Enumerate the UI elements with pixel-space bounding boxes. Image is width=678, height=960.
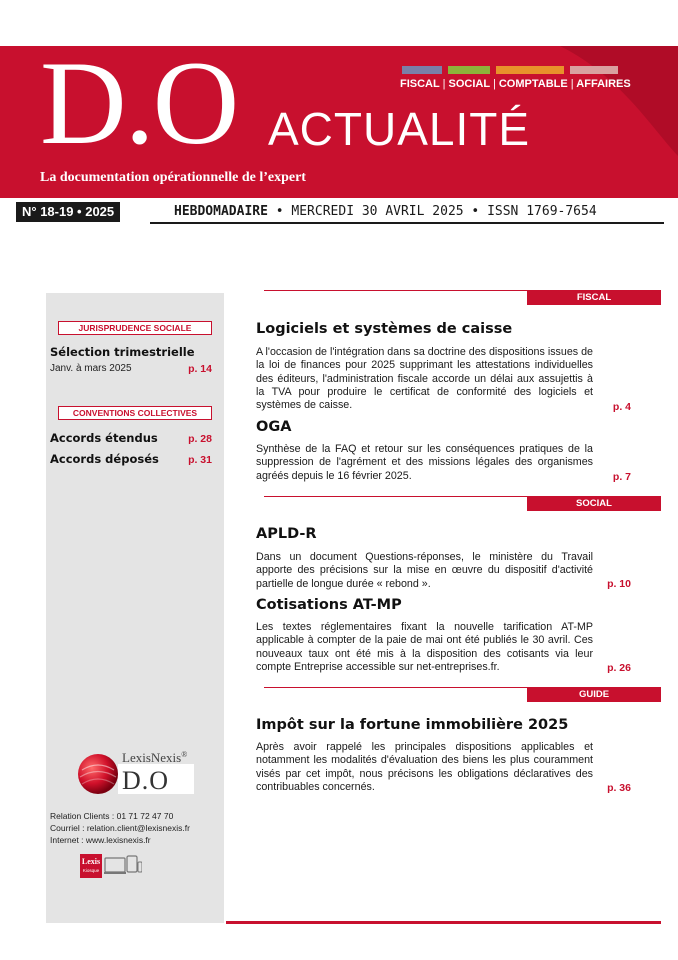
logo-actualite: ACTUALITÉ	[268, 103, 531, 155]
category-color-bars	[402, 66, 618, 74]
category-bar-social	[448, 66, 490, 74]
kiosque-logo	[80, 854, 102, 878]
contact-website[interactable]: Internet : www.lexisnexis.fr	[50, 835, 151, 845]
sidebar-item-page[interactable]: p. 14	[188, 363, 212, 375]
article-page[interactable]: p. 10	[607, 578, 631, 590]
kiosque-brand: Lexis	[81, 857, 101, 866]
article-title[interactable]: Cotisations AT-MP	[256, 597, 402, 613]
category-affaires: AFFAIRES	[576, 78, 631, 90]
publisher-name-text: LexisNexis	[122, 750, 182, 765]
article-body: Dans un document Questions-réponses, le ministère du Travail apporte des précisions sur la mise en œuvre du dispositif d'activité partielle de longue durée « rebond ».	[256, 551, 593, 590]
lexisnexis-sphere-icon	[76, 752, 120, 796]
category-sep: |	[442, 78, 446, 90]
lexis-kiosque-badge[interactable]	[80, 854, 142, 878]
contact-phone: Relation Clients : 01 71 72 47 70	[50, 811, 174, 821]
category-sep: |	[570, 78, 574, 90]
publisher-product: D.O	[122, 766, 170, 795]
issue-info	[174, 202, 597, 222]
logo-do: D.O	[40, 36, 238, 169]
article-title[interactable]: Impôt sur la fortune immobilière 2025	[256, 717, 569, 733]
article-title[interactable]: APLD-R	[256, 526, 317, 542]
tagline: La documentation opérationnelle de l’expert	[40, 170, 306, 185]
article-body: A l'occasion de l'intégration dans sa doctrine des dispositions issues de la loi de finances pour 2025 supprimant les attestations individuelles des éditeurs, l'administration fiscale accorde un délai aux assujettis à la TVA pour produire le certificat de conformité des logiciels et systèmes de caisse.	[256, 346, 593, 412]
category-bar-fiscal	[402, 66, 442, 74]
sidebar-item-title[interactable]: Sélection trimestrielle	[50, 345, 195, 359]
sidebar-heading-conventions: CONVENTIONS COLLECTIVES	[58, 406, 212, 420]
category-social: SOCIAL	[448, 78, 490, 90]
category-sep: |	[492, 78, 496, 90]
sidebar-item-page[interactable]: p. 28	[188, 433, 212, 445]
sidebar-heading-jurisprudence: JURISPRUDENCE SOCIALE	[58, 321, 212, 335]
bullet: •	[275, 204, 284, 219]
sidebar-item-subtitle: Janv. à mars 2025	[50, 363, 132, 374]
article-title[interactable]: Logiciels et systèmes de caisse	[256, 321, 513, 337]
devices-icon	[104, 854, 142, 878]
main-content	[256, 290, 661, 930]
contact-email[interactable]: Courriel : relation.client@lexisnexis.fr	[50, 823, 190, 833]
category-bar-affaires	[570, 66, 618, 74]
article-page[interactable]: p. 36	[607, 782, 631, 794]
lexisnexis-logo	[76, 748, 196, 798]
bottom-rule	[226, 921, 661, 924]
section-tag-guide: GUIDE	[527, 687, 661, 702]
article-title[interactable]: OGA	[256, 419, 292, 435]
issue-frequency: HEBDOMADAIRE	[174, 204, 268, 219]
section-tag-social: SOCIAL	[527, 496, 661, 511]
article-body: Synthèse de la FAQ et retour sur les conséquences pratiques de la suppression de l'agrément et des missions légales des organismes agréés depuis le 16 février 2025.	[256, 443, 593, 482]
issue-bar	[16, 200, 664, 224]
article-body: Après avoir rappelé les principales dispositions applicables et notamment les modalités d'évaluation des biens les plus couramment visés par cet impôt, nous précisons les obligations déclaratives des contribuables concernés.	[256, 741, 593, 793]
kiosque-sub: Kiosque	[82, 868, 100, 873]
category-labels	[400, 78, 631, 90]
section-tag-fiscal: FISCAL	[527, 290, 661, 305]
registered-mark: ®	[181, 750, 188, 759]
article-body: Les textes réglementaires fixant la nouvelle tarification AT-MP applicable à compter de la paie de mai ont été publiés le 30 avril. Ces nouveaux taux ont été mis à la disposition des cotisants via leur compte Entreprise accessible sur net-entreprises.fr.	[256, 621, 593, 673]
issue-issn: ISSN 1769-7654	[487, 204, 597, 219]
sidebar-item-title[interactable]: Accords déposés	[50, 452, 159, 466]
sidebar-item-title[interactable]: Accords étendus	[50, 431, 158, 445]
category-comptable: COMPTABLE	[498, 78, 568, 90]
publisher-name	[122, 750, 187, 766]
issue-number: N° 18-19 • 2025	[16, 202, 120, 222]
issue-date: MERCREDI 30 AVRIL 2025	[291, 204, 464, 219]
article-page[interactable]: p. 4	[612, 401, 631, 413]
article-page[interactable]: p. 7	[612, 471, 631, 483]
sidebar-item-page[interactable]: p. 31	[188, 454, 212, 466]
issue-underline	[150, 222, 664, 224]
category-fiscal: FISCAL	[400, 78, 440, 90]
bullet: •	[471, 204, 480, 219]
category-bar-comptable	[496, 66, 564, 74]
sidebar	[46, 293, 224, 923]
article-page[interactable]: p. 26	[607, 662, 631, 674]
